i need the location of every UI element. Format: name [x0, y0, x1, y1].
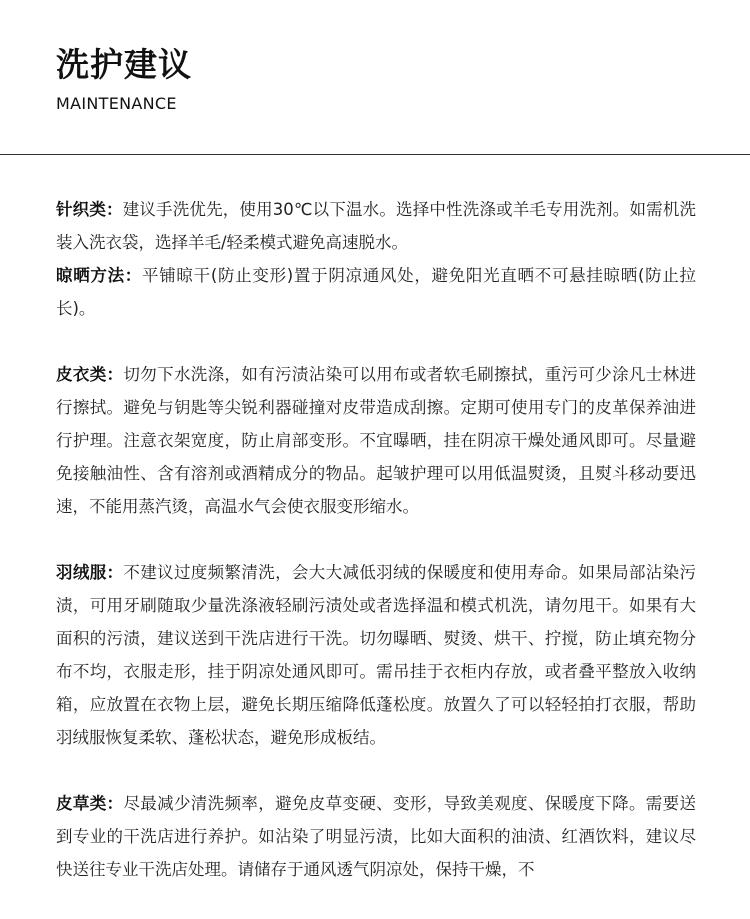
paragraph-label: 针织类： [56, 200, 123, 219]
paragraph-text: 建议手洗优先，使用30℃以下温水。选择中性洗涤或羊毛专用洗剂。如需机洗装入洗衣袋，选择羊毛/轻柔模式避免高速脱水。 [56, 200, 696, 252]
care-content [56, 193, 696, 919]
section-fur [56, 787, 696, 886]
paragraph-leather [56, 358, 696, 523]
header-divider [0, 154, 750, 155]
paragraph-text: 不建议过度频繁清洗，会大大减低羽绒的保暖度和使用寿命。如果局部沾染污渍，可用牙刷随取少量洗涤液轻刷污渍处或者选择温和模式机洗，请勿甩干。如果有大面积的污渍，建议送到干洗店进行干洗。切勿曝晒、熨烫、烘干、拧搅，防止填充物分布不均，衣服走形，挂于阴凉处通风即可。需吊挂于衣柜内存放，或者叠平整放入收纳箱，应放置在衣物上层，避免长期压缩降低蓬松度。放置久了可以轻轻拍打衣服，帮助羽绒服恢复柔软、蓬松状态，避免形成板结。 [56, 563, 697, 747]
paragraph-text: 平铺晾干(防止变形)置于阴凉通风处，避免阳光直晒不可悬挂晾晒(防止拉长)。 [56, 266, 697, 318]
section-down-jacket [56, 556, 696, 754]
section-leather [56, 358, 696, 523]
page-subtitle: MAINTENANCE [56, 94, 177, 113]
paragraph-text: 尽最减少清洗频率，避免皮草变硬、变形，导致美观度、保暖度下降。需要送到专业的干洗店进行养护。如沾染了明显污渍，比如大面积的油渍、红酒饮料，建议尽快送往专业干洗店处理。请储存于通风透气阴凉处，保持干燥，不 [56, 794, 697, 879]
paragraph-knitwear-wash [56, 193, 696, 259]
paragraph-text: 切勿下水洗涤，如有污渍沾染可以用布或者软毛刷擦拭，重污可少涂凡士林进行擦拭。避免与钥匙等尖锐利器碰撞对皮带造成刮擦。定期可使用专门的皮革保养油进行护理。注意衣架宽度，防止肩部变形。不宜曝晒，挂在阴凉干燥处通风即可。尽量避免接触油性、含有溶剂或酒精成分的物品。起皱护理可以用低温熨烫，且熨斗移动要迅速，不能用蒸汽烫，高温水气会使衣服变形缩水。 [56, 365, 697, 516]
paragraph-label: 皮草类： [56, 794, 124, 813]
paragraph-down-jacket [56, 556, 696, 754]
paragraph-label: 皮衣类： [56, 365, 124, 384]
paragraph-knitwear-drying [56, 259, 696, 325]
paragraph-label: 晾晒方法： [56, 266, 143, 285]
section-knitwear [56, 193, 696, 325]
page-title: 洗护建议 [56, 45, 192, 84]
paragraph-label: 羽绒服： [56, 563, 124, 582]
paragraph-fur [56, 787, 696, 886]
